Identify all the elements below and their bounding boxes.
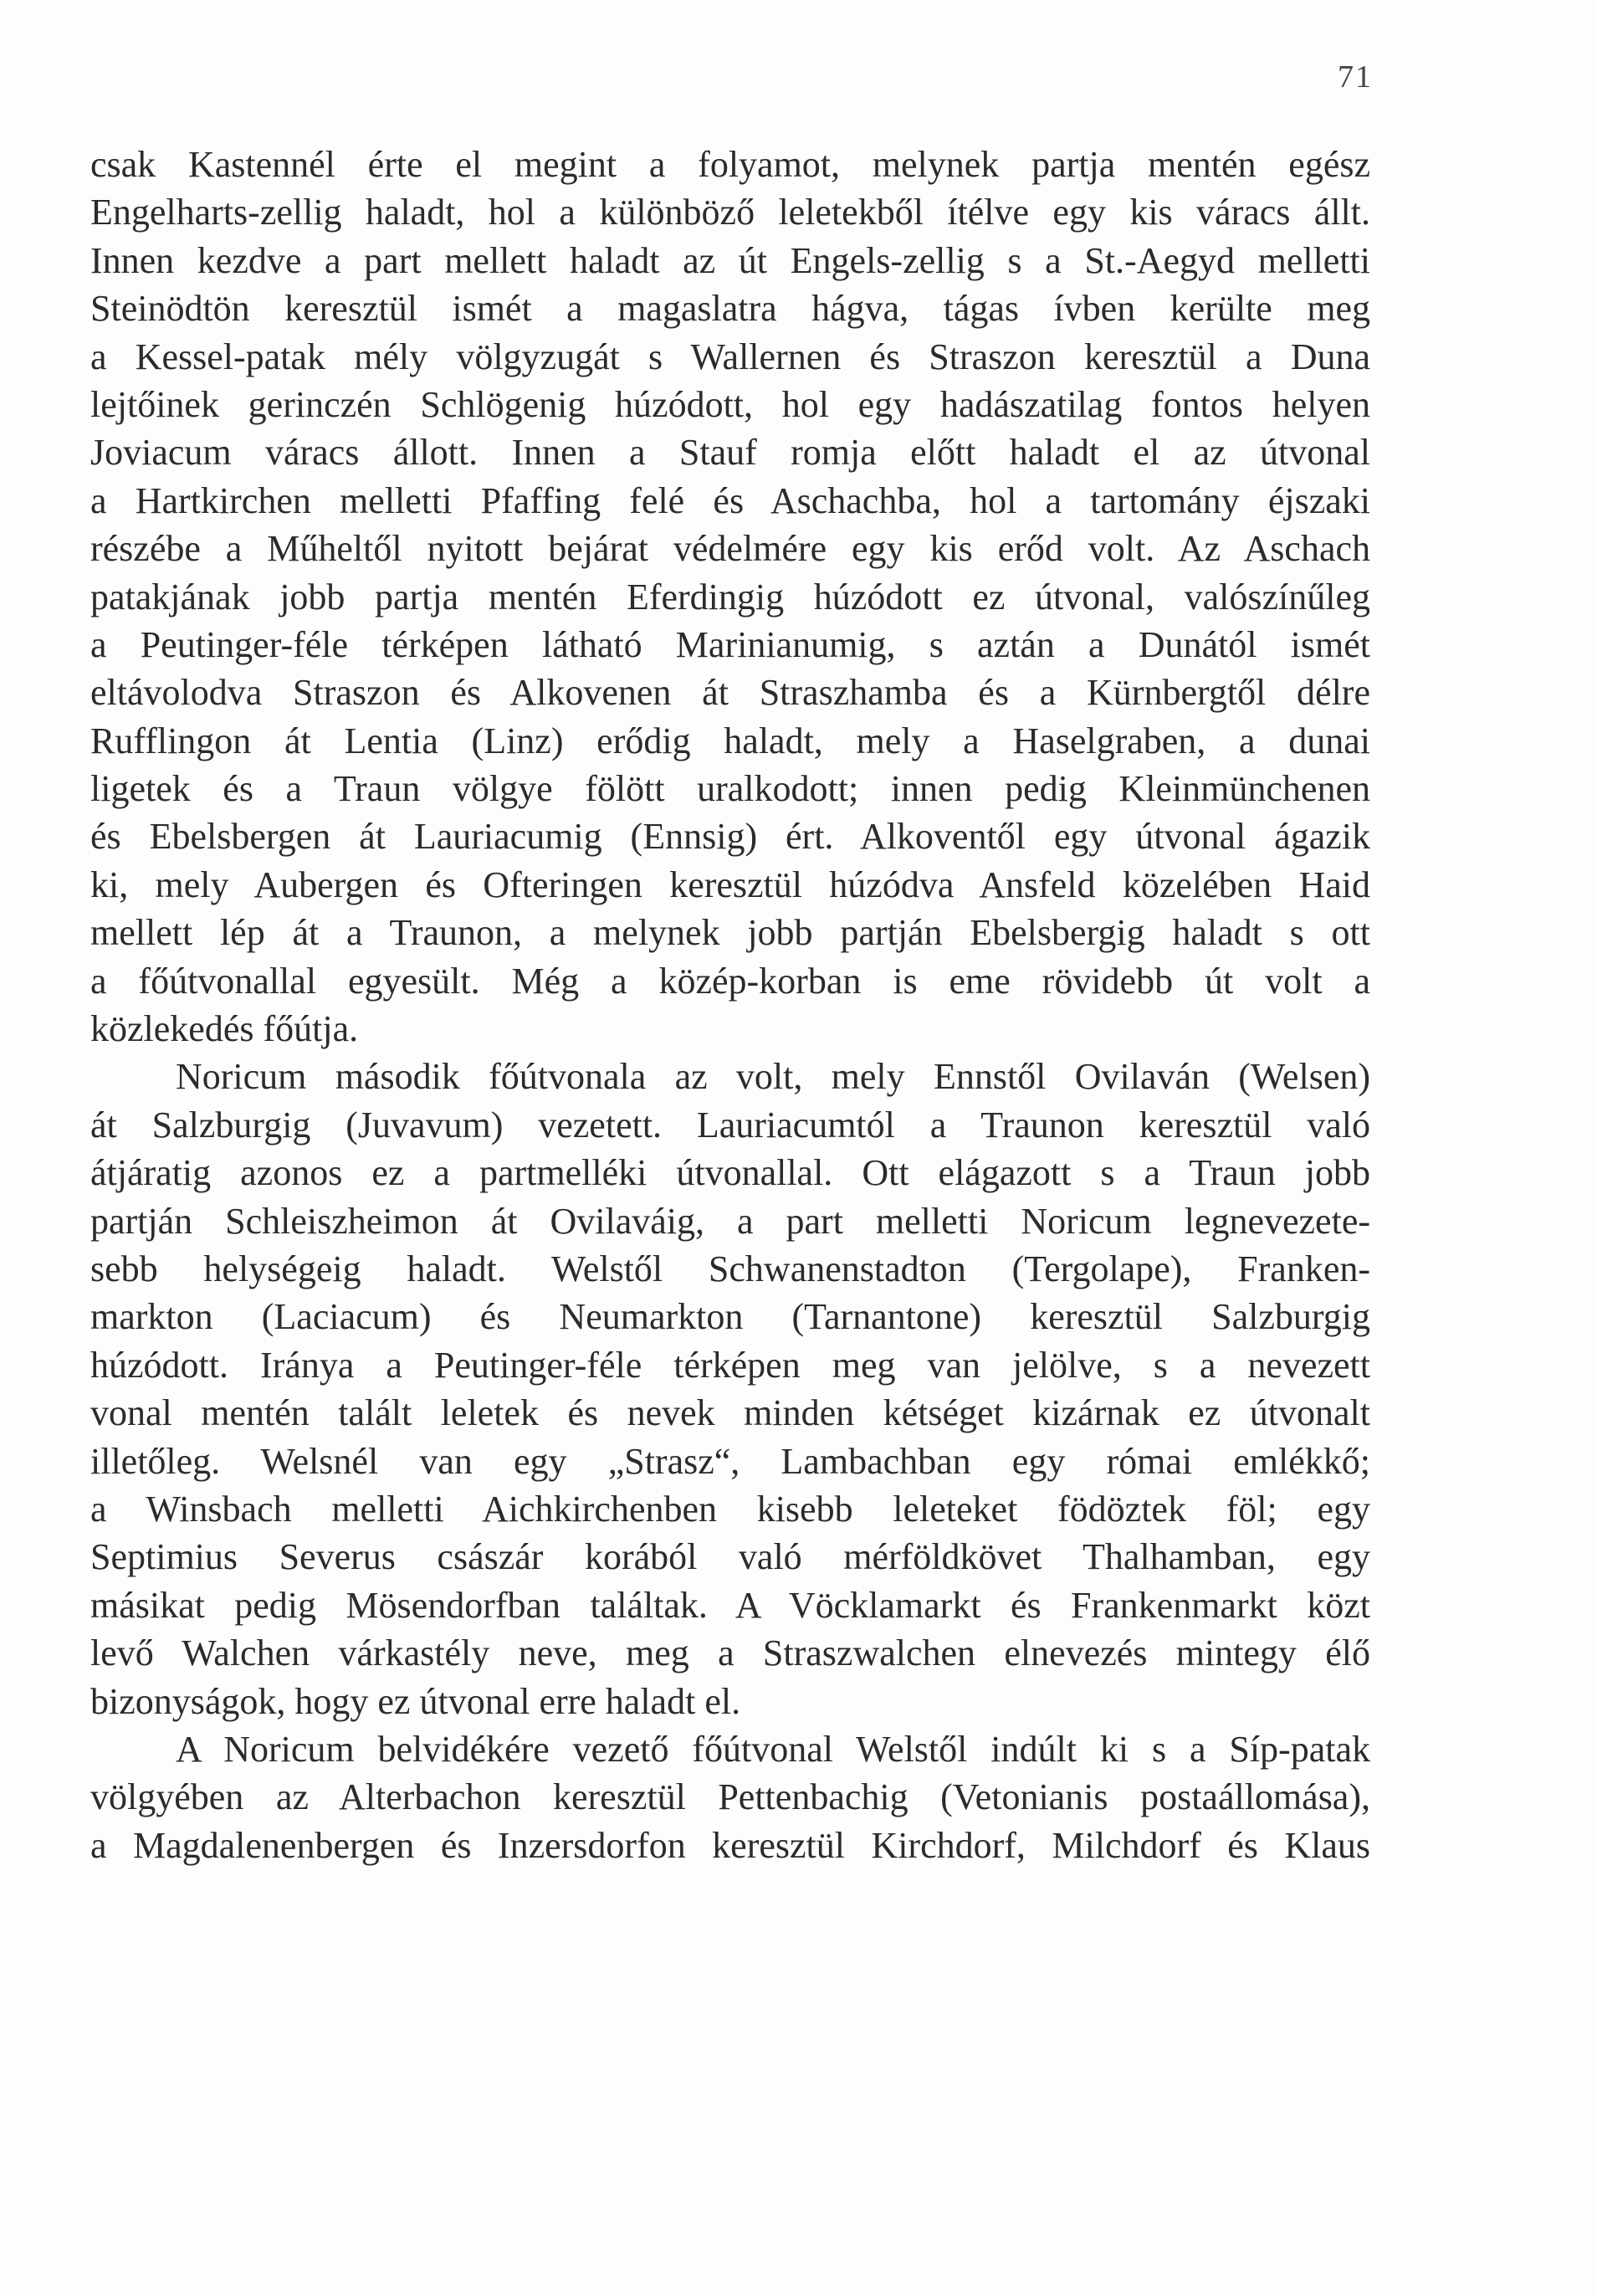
text-line: Steinödtön keresztül ismét a magaslatra hágva, tágas ívben kerülte meg [90,288,1370,330]
text-line: sebb helységeig haladt. Welstől Schwanenstadton (Tergolape), Franken- [90,1248,1370,1289]
paragraph-3 [90,1725,1370,1869]
text-line: Engelharts-zellig haladt, hol a különböző leletekből ítélve egy kis váracs állt. [90,192,1370,233]
text-line: patakjának jobb partja mentén Eferdingig húzódott ez útvonal, valószínűleg [90,576,1370,618]
text-line: Rufflingon át Lentia (Linz) erődig haladt, mely a Haselgraben, a dunai [90,720,1370,761]
text-line: a Magdalenenbergen és Inzersdorfon keresztül Kirchdorf, Milchdorf és Klaus [90,1824,1370,1866]
text-line: markton (Laciacum) és Neumarkton (Tarnantone) keresztül Salzburgig [90,1296,1370,1338]
text-line: a főútvonallal egyesült. Még a közép-korban is eme rövidebb út volt a [90,960,1370,1002]
text-line: lejtőinek gerinczén Schlögenig húzódott, hol egy hadászatilag fontos helyen [90,383,1370,425]
text-line: A Noricum belvidékére vezető főútvonal Welstől indúlt ki s a Síp-patak [176,1728,1370,1770]
text-line: Joviacum váracs állott. Innen a Stauf romja előtt haladt el az útvonal [90,432,1370,474]
text-line: partján Schleiszheimon át Ovilaváig, a part melletti Noricum legnevezete- [90,1200,1370,1242]
text-line: húzódott. Iránya a Peutinger-féle térképen meg van jelölve, s a nevezett [90,1344,1370,1386]
text-line: másikat pedig Mösendorfban találtak. A Vöcklamarkt és Frankenmarkt közt [90,1584,1370,1626]
text-line: a Peutinger-féle térképen látható Marinianumig, s aztán a Dunától ismét [90,623,1370,665]
text-line: Innen kezdve a part mellett haladt az út Engels-zellig s a St.-Aegyd melletti [90,239,1370,281]
text-line: ki, mely Aubergen és Ofteringen keresztül húzódva Ansfeld közelében Haid [90,864,1370,905]
text-line: Noricum második főútvonala az volt, mely Ennstől Ovilaván (Welsen) [176,1056,1370,1098]
page-number: 71 [1338,59,1373,95]
text-line: eltávolodva Straszon és Alkovenen át Straszhamba és a Kürnbergtől délre [90,672,1370,714]
text-line: a Kessel-patak mély völgyzugát s Wallernen és Straszon keresztül a Duna [90,336,1370,377]
text-line: mellett lép át a Traunon, a melynek jobb partján Ebelsbergig haladt s ott [90,912,1370,954]
paragraph-2 [90,1053,1370,1725]
paragraph-1 [90,141,1370,1053]
text-line: völgyében az Alterbachon keresztül Pettenbachig (Vetonianis postaállomása), [90,1776,1370,1818]
text-line: vonal mentén talált leletek és nevek minden kétséget kizárnak ez útvonalt [90,1392,1370,1434]
text-line: ligetek és a Traun völgye fölött uralkodott; innen pedig Kleinmünchenen [90,768,1370,810]
body-text [90,141,1370,1869]
text-line: csak Kastennél érte el megint a folyamot, melynek partja mentén egész [90,144,1370,185]
text-line: a Hartkirchen melletti Pfaffing felé és Aschachba, hol a tartomány éjszaki [90,479,1370,521]
text-line: átjáratig azonos ez a partmelléki útvonallal. Ott elágazott s a Traun jobb [90,1152,1370,1194]
text-line: levő Walchen várkastély neve, meg a Straszwalchen elnevezés mintegy élő [90,1632,1370,1674]
text-line: át Salzburgig (Juvavum) vezetett. Lauriacumtól a Traunon keresztül való [90,1104,1370,1145]
text-line: közlekedés főútja. [90,1008,359,1050]
text-line: bizonyságok, hogy ez útvonal erre haladt el. [90,1680,741,1722]
text-line: és Ebelsbergen át Lauriacumig (Ennsig) ért. Alkoventől egy útvonal ágazik [90,816,1370,858]
text-line: illetőleg. Welsnél van egy „Strasz“, Lambachban egy római emlékkő; [90,1440,1370,1482]
text-line: Septimius Severus császár korából való mérföldkövet Thalhamban, egy [90,1536,1370,1578]
text-line: a Winsbach melletti Aichkirchenben kisebb leleteket födöztek föl; egy [90,1488,1370,1530]
text-line: részébe a Műheltől nyitott bejárat védelmére egy kis erőd volt. Az Aschach [90,528,1370,570]
